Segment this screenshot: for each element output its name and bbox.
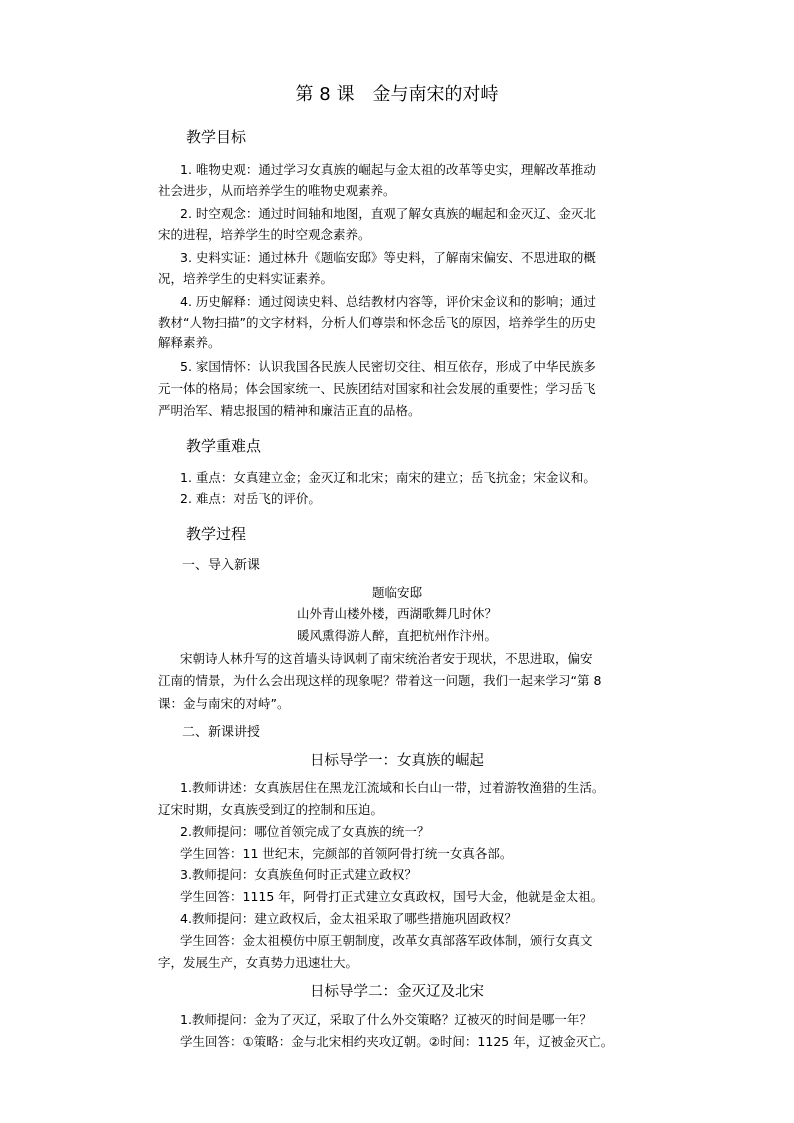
objective-line: 3. 史料实证：通过林升《题临安邸》等史料，了解南宋偏安、不思进取的概: [180, 250, 596, 265]
objective-line: 严明治军、精忠报国的精神和廉洁正直的品格。: [158, 403, 421, 418]
objective-line: 教材“人物扫描”的文字材料，分析人们尊崇和怀念岳飞的原因，培养学生的历史: [158, 315, 596, 330]
objective-line: 2. 时空观念：通过时间轴和地图，直观了解女真族的崛起和金灭辽、金灭北: [180, 206, 596, 221]
poem-line: 暖风熏得游人醉，直把杭州作汴州。: [296, 628, 497, 643]
objective-line: 5. 家国情怀：认识我国各民族人民密切交往、相互依存，形成了中华民族多: [180, 359, 596, 374]
intro-line: 江南的情景，为什么会出现这样的现象呢？带着这一问题，我们一起来学习“第 8: [158, 673, 602, 688]
guide1-line: 2.教师提问：哪位首领完成了女真族的统一？: [180, 824, 430, 839]
objective-line: 4. 历史解释：通过阅读史料、总结教材内容等，评价宋金议和的影响；通过: [180, 294, 596, 309]
guide-heading: 日标导学二：金灭辽及北宋: [310, 984, 484, 1000]
objective-line: 宋的进程，培养学生的时空观念素养。: [158, 227, 371, 242]
guide2-line: 1.教师提问：金为了灭辽，采取了什么外交策略？辽被灭的时间是哪一年？: [180, 1012, 592, 1027]
heading-keypoints: 教学重难点: [186, 437, 262, 455]
guide1-line: 1.教师讲述：女真族居住在黑龙江流域和长白山一带，过着游牧渔猎的生活。: [180, 780, 605, 795]
guide1-line: 辽宋时期，女真族受到辽的控制和压迫。: [158, 802, 384, 817]
objective-line: 解释素养。: [158, 335, 221, 350]
objective-line: 社会进步，从而培养学生的唯物史观素养。: [158, 183, 396, 198]
guide1-line: 学生回答：1115 年，阿骨打正式建立女真政权，国号大金，他就是金太祖。: [180, 889, 604, 904]
objective-line: 况，培养学生的史料实证素养。: [158, 271, 334, 286]
keypoint-line: 1. 重点：女真建立金；金灭辽和北宋；南宋的建立；岳飞抗金；宋金议和。: [180, 470, 596, 485]
objective-line: 元一体的格局；体会国家统一、民族团结对国家和社会发展的重要性；学习岳飞: [158, 381, 596, 396]
lesson-title: 第 8 课 金与南宋的对峙: [295, 84, 499, 105]
guide1-line: 4.教师提问：建立政权后，金太祖采取了哪些措施巩固政权？: [180, 911, 517, 926]
heading-objectives: 教学目标: [186, 128, 247, 146]
guide2-line: 学生回答：①策略：金与北宋相约夹攻辽朝。②时间：1125 年，辽被金灭亡。: [180, 1034, 614, 1049]
guide1-line: 学生回答：11 世纪末，完颜部的首领阿骨打统一女真各部。: [180, 846, 513, 861]
guide-heading: 日标导学一：女真族的崛起: [310, 753, 484, 769]
poem-title: 题临安邸: [371, 585, 422, 600]
objective-line: 1. 唯物史观：通过学习女真族的崛起与金太祖的改革等史实，理解改革推动: [180, 162, 596, 177]
guide1-line: 学生回答：金太祖模仿中原王朝制度，改革女真部落军政体制，颁行女真文: [180, 933, 593, 948]
guide1-line: 字，发展生产，女真势力迅速壮大。: [158, 955, 359, 970]
keypoint-line: 2. 难点：对岳飞的评价。: [180, 491, 321, 506]
part-heading: 二、新课讲授: [182, 725, 261, 740]
intro-line: 课：金与南宋的对峙”。: [158, 696, 290, 711]
guide1-line: 3.教师提问：女真族鱼何时正式建立政权？: [180, 867, 417, 882]
poem-line: 山外青山楼外楼，西湖歌舞几时休？: [296, 606, 497, 621]
part-heading: 一、导入新课: [182, 558, 261, 573]
heading-process: 教学过程: [186, 525, 247, 543]
intro-line: 宋朝诗人林升写的这首墙头诗讽刺了南宋统治者安于现状，不思进取，偏安: [180, 651, 593, 666]
